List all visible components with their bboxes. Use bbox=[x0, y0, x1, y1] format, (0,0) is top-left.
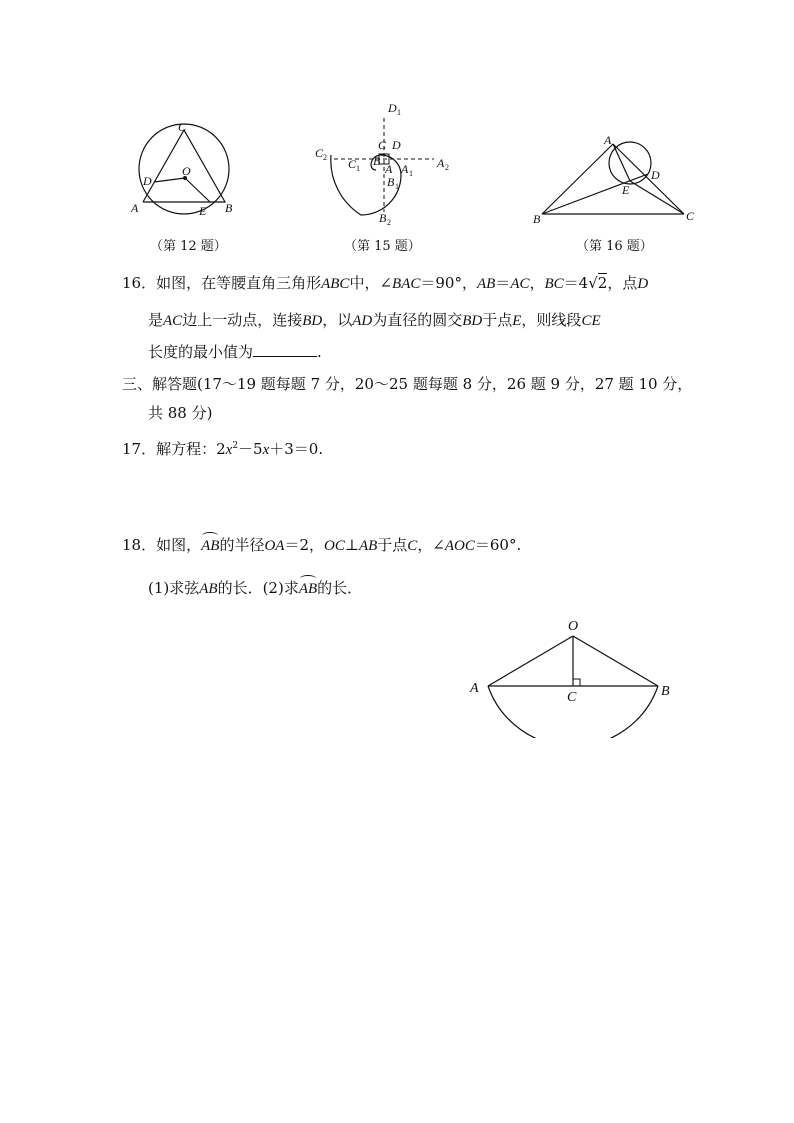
q16-text: ，点 bbox=[607, 274, 638, 292]
q18-part1b: 的长．(2)求 bbox=[217, 579, 299, 597]
q16-d: D bbox=[637, 276, 649, 292]
q16-text: ＝4 bbox=[563, 274, 589, 292]
fig15-sub-c2: 2 bbox=[323, 153, 327, 162]
fig16-caption: （第 16 题） bbox=[576, 239, 653, 254]
fig18-label-a: A bbox=[470, 681, 479, 696]
q16-abc: ABC bbox=[321, 276, 350, 292]
q16-ad: AD bbox=[352, 313, 373, 329]
sqrt-symbol: √ bbox=[588, 274, 598, 292]
q18-text: 的半径 bbox=[219, 536, 265, 554]
q16-bc: BC bbox=[544, 276, 564, 292]
q16-bd2: BD bbox=[462, 313, 483, 329]
fig18-ob bbox=[573, 636, 658, 686]
fig16-label-e: E bbox=[622, 183, 630, 197]
fig12-label-b: B bbox=[225, 201, 233, 215]
q18-text: ，∠ bbox=[417, 536, 445, 554]
q16-ce: CE bbox=[581, 313, 601, 329]
q16-radicand: 2 bbox=[597, 274, 608, 292]
fig15-label-c1: C bbox=[348, 157, 357, 171]
fig15-sub-d1: 1 bbox=[397, 108, 401, 117]
q17 bbox=[122, 435, 323, 461]
q16-text: 中，∠ bbox=[349, 274, 393, 292]
q18-text: ⊥ bbox=[344, 536, 359, 554]
q18-ab2: AB bbox=[199, 581, 218, 597]
fig12-label-e: E bbox=[199, 204, 207, 218]
fig15-label-c2: C bbox=[315, 146, 324, 160]
fig15-sub-a2: 2 bbox=[445, 163, 449, 172]
q17-text: －5 bbox=[238, 440, 263, 458]
fig15-label-b1: B bbox=[387, 175, 395, 189]
q16-text: 于点 bbox=[482, 311, 513, 329]
fig16-ac bbox=[613, 144, 684, 214]
fig12-oe bbox=[185, 178, 210, 202]
figure-16 bbox=[528, 130, 700, 228]
q18-part2b: 的长． bbox=[317, 579, 363, 597]
q18-part1: (1)求弦 bbox=[148, 579, 200, 597]
fig15-outer-arc bbox=[348, 115, 434, 158]
q18-ab: AB bbox=[358, 538, 378, 554]
fig12-od bbox=[154, 178, 185, 182]
q16-text: 为直径的圆交 bbox=[372, 311, 463, 329]
q17-text: 解方程：2 bbox=[156, 440, 226, 458]
fig16-bd bbox=[542, 174, 648, 214]
fig15-sub-b1: 1 bbox=[395, 182, 399, 191]
q16-line3 bbox=[148, 341, 322, 363]
q17-number: 17． bbox=[122, 440, 157, 458]
fig16-ae bbox=[613, 144, 630, 181]
fig15-sub-c1: 1 bbox=[356, 164, 360, 173]
q16-text: ＝90°， bbox=[420, 274, 477, 292]
fig16-label-a: A bbox=[604, 133, 612, 147]
fig15-label-c: C bbox=[378, 138, 387, 152]
fig15-label-a2: A bbox=[437, 156, 445, 170]
q18-text: 于点 bbox=[377, 536, 408, 554]
fig12-label-o: O bbox=[182, 164, 191, 178]
q18-oa: OA bbox=[264, 538, 285, 554]
figure-18 bbox=[462, 612, 684, 738]
q16-line2 bbox=[148, 309, 601, 332]
fig16-ab bbox=[542, 144, 613, 214]
fig15-label-d1: D bbox=[388, 101, 397, 115]
q18-text: ＝2， bbox=[284, 536, 324, 554]
fig15-label-b2: B bbox=[379, 211, 387, 225]
fig16-ec bbox=[630, 181, 684, 214]
fig12-label-c: C bbox=[178, 120, 187, 134]
fig15-label-b: B bbox=[373, 154, 381, 168]
q16-text: 边上一动点，连接 bbox=[182, 311, 303, 329]
fig18-label-o: O bbox=[568, 619, 579, 634]
fig15-label-a: A bbox=[385, 162, 393, 176]
q18-line1 bbox=[122, 534, 521, 557]
fig18-label-b: B bbox=[661, 684, 670, 699]
fig18-oa bbox=[488, 636, 573, 686]
q16-text: ， bbox=[529, 274, 545, 292]
q17-text: ＋3＝0. bbox=[269, 440, 324, 458]
q16-number: 16． bbox=[122, 274, 157, 292]
q17-x: x bbox=[225, 442, 233, 458]
q18-c: C bbox=[407, 538, 418, 554]
section3-heading-line2: 共 88 分) bbox=[148, 404, 213, 422]
q16-text: 是 bbox=[148, 311, 164, 329]
q17-x: x bbox=[262, 442, 270, 458]
q16-text: ＝ bbox=[495, 274, 511, 292]
fig15-sub-b2: 2 bbox=[387, 218, 391, 227]
fig16-label-c: C bbox=[686, 209, 695, 223]
q16-line1 bbox=[122, 272, 648, 295]
q18-oc: OC bbox=[324, 538, 345, 554]
fig16-label-b: B bbox=[533, 212, 541, 226]
fig12-label-a: A bbox=[131, 201, 139, 215]
q16-ac: AC bbox=[510, 276, 530, 292]
q16-text: . bbox=[317, 343, 322, 361]
figure-12 bbox=[128, 118, 248, 228]
q16-text: ，则线段 bbox=[521, 311, 582, 329]
fig18-right-angle bbox=[573, 679, 580, 686]
q17-exponent: 2 bbox=[232, 441, 239, 451]
answer-blank[interactable] bbox=[253, 342, 317, 357]
q16-ac2: AC bbox=[163, 313, 183, 329]
figure-15 bbox=[312, 98, 462, 230]
q16-text: 长度的最小值为 bbox=[148, 343, 254, 361]
q16-bac: BAC bbox=[392, 276, 421, 292]
section3-heading-line1: 三、解答题(17～19 题每题 7 分，20～25 题每题 8 分，26 题 9 分，27 题 10 分， bbox=[122, 375, 693, 393]
q16-e: E bbox=[512, 313, 522, 329]
q18-text: ＝60°. bbox=[474, 536, 522, 554]
fig15-label-d: D bbox=[392, 138, 401, 152]
fig15-caption: （第 15 题） bbox=[344, 239, 421, 254]
q16-bd: BD bbox=[302, 313, 323, 329]
q18-text: 如图， bbox=[156, 536, 202, 554]
q18-line2 bbox=[148, 577, 362, 600]
q18-arc-ab: AB bbox=[201, 535, 219, 557]
fig15-sub-a1: 1 bbox=[409, 169, 413, 178]
q18-number: 18． bbox=[122, 536, 157, 554]
q16-text: ，以 bbox=[322, 311, 353, 329]
fig12-label-d: D bbox=[143, 174, 152, 188]
fig16-label-d: D bbox=[651, 168, 660, 182]
fig12-caption: （第 12 题） bbox=[150, 239, 227, 254]
q18-arc-ab2: AB bbox=[299, 578, 317, 600]
q16-ab: AB bbox=[476, 276, 496, 292]
q18-aoc: AOC bbox=[444, 538, 475, 554]
fig15-label-a1: A bbox=[401, 162, 409, 176]
q16-text: 如图，在等腰直角三角形 bbox=[156, 274, 322, 292]
fig18-label-c: C bbox=[567, 690, 577, 705]
